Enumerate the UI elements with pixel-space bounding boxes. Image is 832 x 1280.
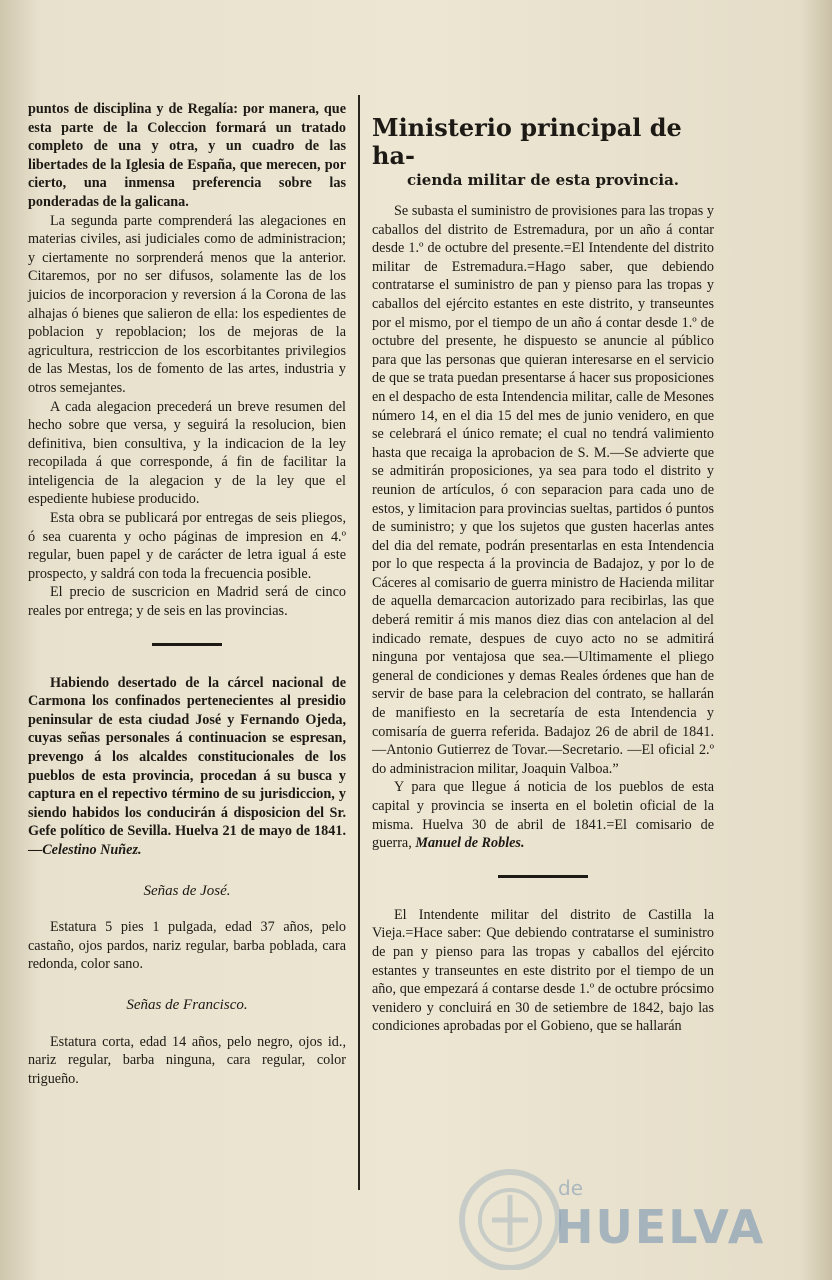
paragraph-desertado <box>28 674 346 860</box>
paragraph-alegacion: A cada alegacion precederá un breve resumen del hecho sobre que versa, y seguirá la resolucion, bien definitiva, bien consultiva, y la indicacion de la ley recopilada á que corresponde, á fin de facilitar la inteligencia de la alegacion y de la ley que el espediente hubiese producido. <box>28 398 346 508</box>
right-column <box>372 108 714 1036</box>
signature-manuel: Manuel de Robles. <box>415 835 525 852</box>
senas-francisco-text: Estatura corta, edad 14 años, pelo negro, ojos id., nariz regular, barba ninguna, cara regular, color trigueño. <box>28 1033 346 1087</box>
watermark-small-text: de <box>558 1176 583 1200</box>
section-rule <box>152 643 222 646</box>
noticia-text: Y para que llegue á noticia de los pueblos de esta capital y provincia se inserta en el boletin oficial de la misma. Huelva 30 de abril de 1841.=El comisario de guerra, <box>372 779 714 852</box>
ministerio-heading: Ministerio principal de ha- <box>372 113 682 170</box>
column-divider <box>358 95 360 1190</box>
senas-jose-text: Estatura 5 pies 1 pulgada, edad 37 años, pelo castaño, ojos pardos, nariz regular, barba poblada, cara redonda, color sano. <box>28 919 346 973</box>
watermark-huelva: HUELVA <box>555 1200 766 1254</box>
paragraph-segunda-parte: La segunda parte comprenderá las alegaciones en materias civiles, asi judiciales como de administracion; y ciertamente no sorprenderá menos que la anterior. Citaremos, por no ser difusos, solamente las de los juicios de incorporacion y reversion á la Corona de las alhajas ó bienes que salieron de ella: los espedientes de poblacion y repoblacion; los de mejoras de la agricultura, restriccion de los escorbitantes privilegios de las Mestas, los de fomento de las artes, industria y otros semejantes. <box>28 212 346 396</box>
desertado-text: Habiendo desertado de la cárcel nacional de Carmona los confinados pertenecientes al presidio peninsular de esta ciudad José y Fernando Ojeda, cuyas señas personales á continuacion se espresan, prevengo á los alcaldes constitucionales de los pueblos de esta provincia, procedan á su busca y captura en el repectivo término de su jurisdiccion, y siendo habidos los conducirán á disposicion del Sr. Gefe político de Sevilla. Huelva 21 de mayo de 1841.— <box>28 674 346 858</box>
senas-jose-title: Señas de José. <box>143 882 231 899</box>
ministerio-subheading: cienda militar de esta provincia. <box>406 171 680 189</box>
paragraph-noticia <box>372 778 714 852</box>
paragraph-castilla: El Intendente militar del distrito de Castilla la Vieja.=Hace saber: Que debiendo contratarse el suministro de pan y pienso para las tropas y caballos del ejército estantes y transeuntes en este distrito por el tiempo de un año, que empezará á contarse desde 1.º de octubre prócsimo venidero y concluirá en 30 de setiembre de 1842, bajo las condiciones aprobadas por el Gobieno, que se hallarán <box>372 906 714 1035</box>
paragraph-subasta: Se subasta el suministro de provisiones para las tropas y caballos del distrito de Estremadura, por un año á contar desde 1.º de octubre del presente.=El Intendente del distrito militar de Estremadura.=Hago saber, que debiendo contratarse el suministro de pan y pienso para las tropas y caballos del ejército estantes en este distrito, y transeuntes por el mismo, por el tiempo de un año á contar desde 1.º de octubre del presente, he dispuesto se anuncie al público para que las personas que quieran interesarse en el servicio de que se trata puedan presentarse á hacer sus proposiciones en el despacho de esta Intendencia militar, calle de Mesones número 14, en el dia 15 del mes de junio venidero, en que se celebrará el único remate; el cual no tendrá valimiento hasta que recaiga la aprobacion de S. M.—Se advierte que se admitirán proposiciones, ya sea para todo el distrito y reunion de artículos, ó con separacion para cada uno de estos, y limitacion para provincias sueltas, partidos ó puntos de suministro; y que los sujetos que gusten hacerlas antes del dia del remate, podrán presentarlas en esta Intendencia por lo que respecta á la provincia de Badajoz, y por lo de Cáceres al comisario de guerra ministro de Hacienda militar de aquella demarcacion autorizado para recibirlas, las que deberá remitir á mis manos diez dias con antelacion al del indicado remate, despues de cuyo acto no se admitirá ninguna por ventajosa que sea.—Ultimamente el pliego general de condiciones y demas Reales órdenes que han de servir de base para la celebracion del contrato, se hallarán de manifiesto en la secretaría de esta Intendencia y comisaría de guerra referida. Badajoz 26 de abril de 1841. —Antonio Gutierrez de Tovar.—Secretario. —El oficial 2.º do administracion militar, Joaquin Valboa.” <box>372 203 714 777</box>
senas-francisco-title: Señas de Francisco. <box>126 996 248 1013</box>
paragraph-entregas: Esta obra se publicará por entregas de seis pliegos, ó sea cuarenta y ocho páginas de impresion en 4.º regular, buen papel y de carácter de letra igual á este prospecto, y saldrá con toda la frecuencia posible. <box>28 510 346 582</box>
signature-celestino: Celestino Nuñez. <box>42 841 142 858</box>
section-rule-right <box>498 875 588 878</box>
paragraph-regalia: puntos de disciplina y de Regalía: por manera, que esta parte de la Coleccion formará un tratado completo de una y otra, y un cuadro de las libertades de la Iglesia de España, que merecen, por cierto, una inmensa preferencia sobre las ponderadas de la galicana. <box>28 101 346 210</box>
left-column <box>28 100 346 1088</box>
paragraph-precio: El precio de suscricion en Madrid será de cinco reales por entrega; y de seis en las provincias. <box>28 584 346 620</box>
